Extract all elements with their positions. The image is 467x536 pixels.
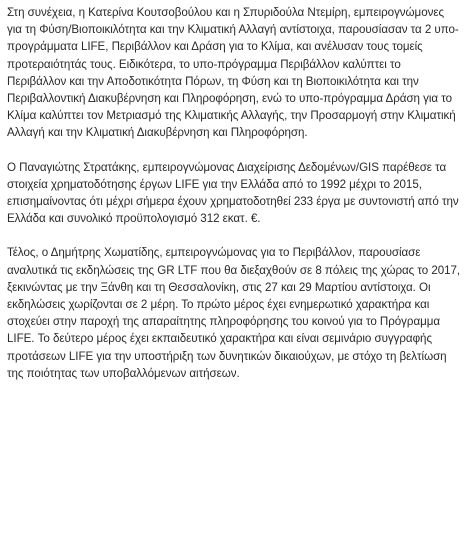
paragraph-events: Τέλος, ο Δημήτρης Χωματίδης, εμπειρογνώμονας για το Περιβάλλον, παρουσίασε αναλυτικά τις εκδηλώσεις της GR LTF που θα διεξαχθούν σε 8 πόλεις της χώρας το 2017, ξεκινώντας με την Ξάνθη και τη Θεσσαλονίκη, στις 27 και 29 Μαρτίου αντίστοιχα. Οι εκδηλώσεις χωρίζονται σε 2 μέρη. Το πρώτο μέρος έχει ενημερωτικό χαρακτήρα και στοχεύει στην παροχή της απαραίτητης πληροφόρησης του κοινού για το Πρόγραμμα LIFE. Το δεύτερο μέρος έχει εκπαιδευτικό χαρακτήρα και είναι σεμινάριο συγγραφής προτάσεων LIFE για την υποστήριξη των δυνητικών δικαιούχων, με στόχο τη βελτίωση της ποιότητας των υποβαλλόμενων αιτήσεων.: [7, 246, 461, 380]
paragraph-funding-data: Ο Παναγιώτης Στρατάκης, εμπειρογνώμονας Διαχείρισης Δεδομένων/GIS παρέθεσε τα στοιχεία χρηματοδότησης έργων LIFE για την Ελλάδα από το 1992 μέχρι το 2015, επισημαίνοντας ότι μέχρι σήμερα έχουν χρηματοδοτηθεί 233 έργα με συντονιστή από την Ελλάδα και συνολικό προϋπολογισμό 312 εκατ. €.: [7, 160, 459, 226]
paragraph-program-overview: Στη συνέχεια, η Κατερίνα Κουτσοβούλου και η Σπυριδούλα Ντεμίρη, εμπειρογνώμονες για τη Φύση/Βιοποικιλότητα και την Κλιματική Αλλαγή αντίστοιχα, παρουσίασαν τα 2 υπο-προγράμματα LIFE, Περιβάλλον και Δράση για το Κλίμα, και ανέλυσαν τους τομείς προτεραιότητάς τους. Ειδικότερα, το υπο-πρόγραμμα Περιβάλλον καλύπτει το Περιβάλλον και την Αποδοτικότητα Πόρων, τη Φύση και τη Βιοποικιλότητα και την Περιβαλλοντική Διακυβέρνηση και Πληροφόρηση, ενώ το υπο-πρόγραμμα Δράση για το Κλίμα καλύπτει τον Μετριασμό της Κλιματικής Αλλαγής, την Προσαρμογή στην Κλιματική Αλλαγή και την Κλιματική Διακυβέρνηση και Πληροφόρηση.: [7, 6, 459, 140]
